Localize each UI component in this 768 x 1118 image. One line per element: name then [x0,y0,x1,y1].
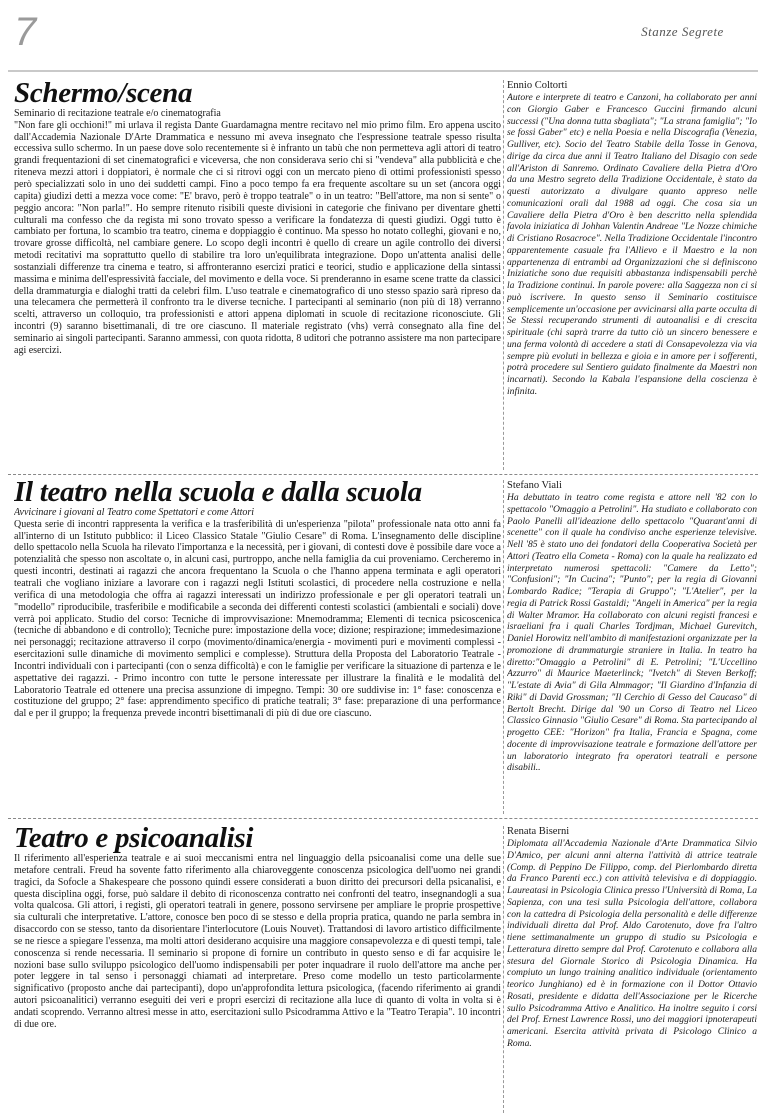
article-subtitle: Avvicinare i giovani al Teatro come Spettatori e come Attori [14,507,255,518]
article-title: Teatro e psicoanalisi [14,823,254,854]
column-divider [503,826,504,1113]
article-title: Il teatro nella scuola e dalla scuola [14,477,422,508]
author-name: Ennio Coltorti [507,80,568,91]
section-divider [8,474,758,475]
article-teatro-scuola [14,477,501,813]
page-number: 7 [14,10,37,54]
author-name: Renata Biserni [507,826,570,837]
author-box-biserni [507,826,757,1113]
masthead-logo [610,18,755,56]
column-divider [503,80,504,470]
article-teatro-psicoanalisi [14,823,501,1113]
top-divider [8,70,758,72]
article-title: Schermo/scena [14,78,193,109]
author-bio: Ha debuttato in teatro come regista e attore nell '82 con lo spettacolo "Omaggio a Petrolini". Ha studiato e collaborato con Paolo Panelli all'ideazione dello spettacolo "Quarant'anni di scenette" con il quale ha condiviso anche esperienze televisive. Nell '85 è stato uno dei fondatori della Cooperativa Società per Attori (Teatro ella Cometa - Roma) con la quale ha realizzato ed interpretato numerosi spettacoli: "Camere da Letto"; "Confusioni"; "In Cucina"; "Punto"; per la regia di Giovanni Lombardo Radice; "Terapia di Gruppo"; "L'Atelier", per la regia di Patrick Rossi Gastaldi; "Angeli in America" per la regia di Walter Mramor. Ha collaborato con alcuni registi francesi e israeliani fra i quali Charles Tordjman, Michael Gurevitch, Daniel Horowitz nell'ambito di manifestazioni organizzate per la promozione di drammaturgie straniere in Italia. In teatro ha diretto:"Omaggio a Petrolini" di E. Petrolini; "L'Uccellino Azzurro" di Maurice Maeterlinck; "Ivetch" di Steven Berkoff; "L'estate di Avia" di Gila Almmagor; "Il Giardino d'Infanzia di Riki" di David Grossman; "Il Cerchio di Gesso del Caucaso" di Bertolt Brecht. Dirige dal '90 un Corso di Teatro nel Liceo Classico Ginnasio "Giulio Cesare" di Roma. Sta partecipando al progetto CEE: "Horizon" fra Italia, Francia e Spagna, come docente di improvvisazione teatrale e formazione dell'attore per un laboratorio integrato fra operatori teatrali e persone disabili.. [507,492,757,774]
masthead-text: Stanze Segrete [641,24,724,39]
article-schermo-scena [14,78,501,470]
author-bio: Diplomata all'Accademia Nazionale d'Arte Drammatica Silvio D'Amico, per alcuni anni alterna l'attività di attrice teatrale (Comp. di Peppino De Filippo, comp. del Pierlombardo diretta da Franco Parenti ecc.) con attività televisiva e di doppiaggio. Laureatasi in Psicologia Clinica presso l'Università di Roma, La Sapienza, con una tesi sulla Psicologia dell'attore, collabora con la cattedra di Psicologia della personalità e delle differenze individuali diretta dal Prof. Aldo Carotenuto, dove fra l'altro tiene settimanalmente un gruppo di studio su Psicologia e Letteratura diretto sempre dal Prof. Carotenuto e collabora alla stesura del Giornale Storico di Psicologia Dinamica. Ha compiuto un lungo training analitico individuale (orientamento teorico Junghiano) ed è in formazione con il Dottor Ottavio Rosati, presidente e didatta dell'Associazione per le Ricerche sullo Psicodramma Attivo e Analitico. Ha inoltre seguito i corsi del Prof. Ernest Lawrence Rossi, uno dei maggiori ipnoterapeuti americani. Esercita attività privata di Psicologo Clinico a Roma. [507,838,757,1049]
article-body: "Non fare gli occhioni!" mi urlava il regista Dante Guardamagna mentre recitavo nel mio primo film. Ero appena uscito dall'Accademia Nazionale D'Arte Drammatica e nessuno mi aveva insegnato che l'espressione teatrale spesso risulta eccessiva sullo schermo. In un paese dove solo recentemente si è infranto un tabù che non permetteva agli attori di teatro grandi frequentazioni di set cinematografici e viceversa, che non considerava serio chi si "vendeva" alla pubblicità e che riteneva mezzi attori i doppiatori, è normale che ci si ritrovi oggi con un mercato pieno di ottimi professionisti spesso però specializzati solo in uno dei suddetti campi. Fino a poco tempo fa era frequente ascoltare su un set (ancora oggi capita) giudizi detti a mezza voce come: "E' bravo, però è troppo teatrale" o in un teatro: "Bell'attore, ma non si sente" o peggio ancora: "Non parla!". Ho sempre ritenuto risibili queste divisioni in categorie che finivano per diventare ghetti culturali ma confesso che da regista mi sono trovato spesso a verificare la fondatezza di questi giudizi. Oggi tutto è cambiato per fortuna, lo scambio tra teatro, cinema e doppiaggio è continuo. Ma spesso ho notato colleghi, giovani e no, trovare grosse difficoltà, nel cambiare genere. Lo scopo degli incontri è quello di creare un agile controllo dei diversi metodi recitativi ma soprattutto quello di stabilire tra loro un'equilibrata integrazione. Dopo un'attenta analisi delle sostanziali differenze tra cinema e teatro, si affronteranno esercizi pratici e teorici, studio e applicazione della sintassi massima e minima dell'espressività facciale, del movimento e della voce. Si prenderanno in esame scene tratte da classici della drammaturgia e dialoghi tratti da celebri film. L'uso teatrale e cinematografico di uno stesso spazio sarà ripreso da una telecamera che permetterà il confronto tra le diverse tecniche. I partecipanti al seminario (non più di 18) verranno scelti, attraverso un colloquio, tra professionisti e attori appena diplomati in scuole di recitazione riconosciute. Gli incontri (9) saranno bisettimanali, di tre ore ciascuno. Il materiale registrato (vhs) verrà consegnato alla fine del seminario ai singoli partecipanti. Saranno ammessi, con quota ridotta, 8 uditori che potranno assistere ma non partecipare agi esercizi. [14,119,501,356]
author-box-coltorti [507,80,757,470]
article-body: Il riferimento all'esperienza teatrale e ai suoi meccanismi entra nel linguaggio della psicoanalisi come una delle sue metafore centrali. Freud ha sovente fatto riferimento alla chiaroveggente conoscenza psicologica dell'uomo nei grandi tragici, da Sofocle a Shakespeare che possono quindi essere considerati a buon diritto dei precursori della psicanalisi, e questa disciplina oggi, forse, può saldare il debito di riconoscenza contratto nei confronti del teatro, insegnandogli a sua volta qualcosa. Gli attori, i registi, gli operatori teatrali in genere, possono servirsene per ampliare le proprie prospettive sia culturali che interpretative. L'attore, conosce ben poco di se stesso e della propria pratica, quando ne parla sembra in disaccordo con se stesso, tanto da disorientare l'interlocutore (Louis Nouvet). Trattandosi di lavoro artistico difficilmente se ne riesce a spiegare l'essenza, ma molti attori desiderano acquisire una maggiore consapevolezza e di questi tempi, tale conoscenza si rende necessaria. Il seminario si propone di fornire un contributo in questo senso e di far acquisire le nozioni base sullo sviluppo psicologico dell'uomo indispensabili per poter inquadrare il ruolo dell'attore ma anche per poter leggere in tal senso i personaggi chiamati ad interpretare. Preso come modello un testo particolarmente significativo (proposto anche dai partecipanti), dopo un'approfondita lettura psicologica, (facendo riferimento ai grandi autori psicoanalitici) verranno eseguiti dei veri e propri esercizi di recitazione alla luce di quanto di volta in volta si è andati scoprendo. Verranno altresì messe in atto, esercitazioni sullo Psicodramma Attivo e la "Teatro Terapia". 10 incontri di due ore. [14,853,501,1030]
section-divider [8,818,758,819]
article-body: Questa serie di incontri rappresenta la verifica e la trasferibilità di un'esperienza "pilota" professionale nata otto anni fa all'interno di un Istituto pubblico: il Liceo Classico Statale "Giulio Cesare" di Roma. L'insegnamento delle discipline dello spettacolo nella Scuola ha rilevato l'importanza e la necessità, per i giovani, di contesti dove è possibile dare voce a potenzialità che spesso non ascoltate o, in alcuni casi, purtroppo, anche nella famiglia da cui proveniamo. Cercheremo in questi incontri, destinati ai ragazzi che ancora frequentano la Scuola o che l'hanno appena terminata e agli operatori teatrali che vogliano iniziare a lavorare con i ragazzi negli Istituti scolastici, di procedere nella costruzione e nella verifica di una metodologia che offra ai ragazzi interessati un indirizzo professionale e per gli operatori teatrali un "modello" riproducibile, trasferibile e modificabile a seconda dei differenti contesti scolastici (ambientali e sociali) dove verrà poi applicato. Studio del corso: Tecniche di improvvisazione: Mnemodramma; Elementi di tecnica psicoscenica (tecniche di abbandono e di controllo); Tecniche pure: impostazione della voce; dizione; respirazione; immedesimazione nei personaggi; recitazione attraverso il corpo (movimento/dinamica/energia - movimenti puri e movimenti complessi - esercitazioni sulle dinamiche di movimento semplici e complesse). Struttura della Proposta del Laboratorio Teatrale - Incontri individuali con i partecipanti (con o senza difficoltà) e con le famiglie per verificare la situazione di partenza e le aspettative dei ragazzi. - Primo incontro con tutte le persone interessate per illustrare la finalità e le modalità del Laboratorio Teatrale ed ottenere una precisa assunzione di impegno. Tempi: 30 ore suddivise in: 1° fase: conoscenza e costituzione del gruppo; 2° fase: apprendimento specifico di pratiche teatrali; 3° fase: preparazione di una performance dal e per il gruppo; la frequenza prevede incontri bisettimanali di più di due ore ciascuno. [14,518,501,720]
author-name: Stefano Viali [507,480,562,491]
article-subtitle: Seminario di recitazione teatrale e/o cinematografia [14,108,221,119]
author-box-viali [507,480,757,814]
author-bio: Autore e interprete di teatro e Canzoni, ha collaborato per anni con Giorgio Gaber e Francesco Guccini firmando alcuni successi ("Una donna tutta sbagliata"; "La strana famiglia"; "Io se fossi Gaber" etc) e nella Poesia e nella Discografia (Venezia, Gulliver, etc). Socio del Teatro Stabile della Tosse in Genova, dirige da circa due anni il Teatro Italiano del Disagio con sede all'Ariston di Sanremo. Ordinato Cavaliere della Pietra d'Oro da una Mestro segreto della Tradizione Occidentale, è stato da questi autorizzato a divulgare quanto appreso nelle comunicazioni orali dal 1988 ad oggi. Che cosa sia un Cavaliere della Pietra d'Oro è ben descritto nella splendida favola iniziatica di Johhan Valentin Andreae "Le Nozze chimiche di Cristiano Rosacroce". Nella Tradizione Occidentale l'incontro apparentemente casuale fra l'Allievo e il Maestro e la non appartenenza di entrambi ad Organizzazioni che si definiscono Iniziatiche sono due requisiti abbastanza indispensabili perchè la Tradizione continui. In parole povere: alla Saggezza non ci si può iscrivere. In questo senso il Seminario costituisce semplicemente un'occasione per avvicinarsi alla parte occulta di Se Stessi recuperando strumenti di autoanalisi e di crescita spirituale (chi saprà trarre da tutto ciò un sincero benessere e una ferma volontà di accedere a stati di Consapevolezza via via sempre più evoluti in bellezza e gioia e in amore per i sofferenti, potrà procedere sul Sentiero guidato finalmente da Maestri non incarnati). Secondo la Kabala l'espansione della coscienza è infinita. [507,92,757,397]
column-divider [503,480,504,814]
